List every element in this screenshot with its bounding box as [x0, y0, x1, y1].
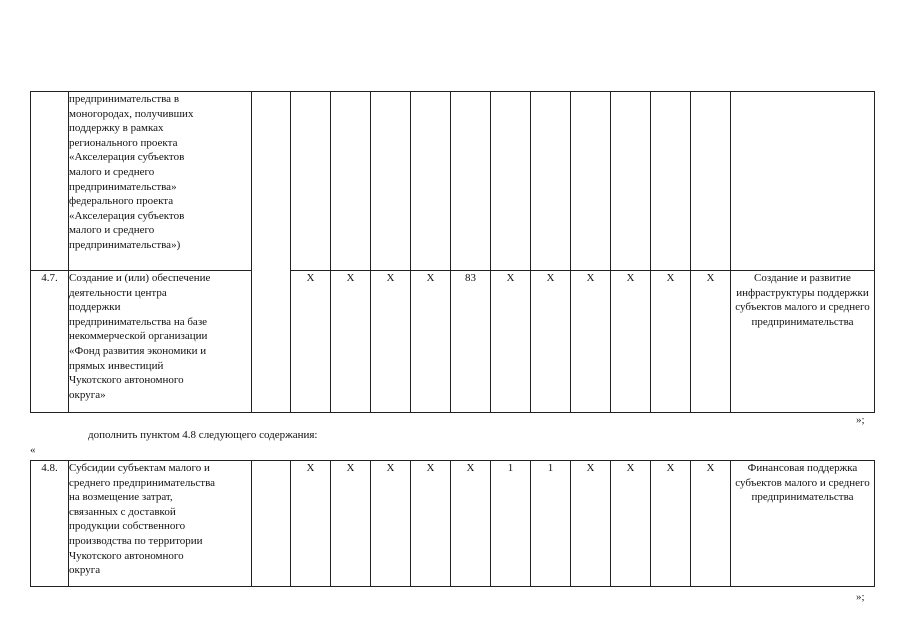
- mark-cell: X: [571, 271, 611, 413]
- row-number: 4.7.: [31, 271, 69, 413]
- name-line: продукции собственного: [69, 520, 186, 533]
- mark-cell: [691, 92, 731, 271]
- name-line: предпринимательства в: [69, 93, 180, 105]
- result-cell: [731, 92, 875, 271]
- mark-cell: X: [691, 461, 731, 587]
- table-row-4-7: [31, 271, 875, 413]
- mark-cell: X: [691, 271, 731, 413]
- name-line: поддержку в рамках: [69, 122, 164, 135]
- mark-cell: X: [571, 461, 611, 587]
- mark-cell: [411, 92, 451, 271]
- name-line: среднего предпринимательства: [69, 476, 216, 489]
- name-line: Чукотского автономного: [69, 549, 184, 562]
- mark-cell: [611, 92, 651, 271]
- mark-cell: X: [331, 271, 371, 413]
- table-row-continued: [31, 92, 875, 271]
- mark-cell: [252, 92, 291, 413]
- amendment-instruction: дополнить пунктом 4.8 следующего содержания:: [88, 429, 318, 441]
- name-line: Субсидии субъектам малого и: [69, 462, 210, 474]
- name-line: предпринимательства»: [69, 180, 177, 193]
- name-line: «Фонд развития экономики и: [69, 344, 207, 357]
- mark-cell: X: [291, 461, 331, 587]
- mark-cell: [252, 461, 291, 587]
- mark-cell: X: [371, 271, 411, 413]
- row-number: 4.8.: [31, 461, 69, 587]
- mark-cell: X: [491, 271, 531, 413]
- mark-cell: X: [291, 271, 331, 413]
- mark-cell: X: [331, 461, 371, 587]
- row-name-cell: [69, 271, 252, 413]
- row-number: [31, 92, 69, 271]
- name-line: связанных с доставкой: [69, 505, 176, 518]
- name-line: некоммерческой организации: [69, 330, 208, 343]
- mark-cell: [531, 92, 571, 271]
- name-line: «Акселерация субъектов: [69, 209, 185, 222]
- mark-cell: [651, 92, 691, 271]
- name-line: малого и среднего: [69, 165, 155, 178]
- mark-cell: [331, 92, 371, 271]
- result-cell: Финансовая поддержка субъектов малого и среднего предпринимательства: [731, 461, 875, 587]
- mark-cell: X: [451, 461, 491, 587]
- table-row-4-8: [31, 461, 875, 587]
- mark-cell: X: [611, 271, 651, 413]
- program-table-part2: [30, 460, 875, 587]
- mark-cell: X: [531, 271, 571, 413]
- name-line: производства по территории: [69, 534, 203, 547]
- mark-cell: X: [651, 271, 691, 413]
- mark-cell: 1: [491, 461, 531, 587]
- name-line: федерального проекта: [69, 195, 174, 208]
- mark-cell: 1: [531, 461, 571, 587]
- mark-cell: X: [651, 461, 691, 587]
- closing-quote: »;: [856, 414, 865, 426]
- name-line: предпринимательства»): [69, 238, 181, 251]
- name-line: регионального проекта: [69, 136, 178, 149]
- row-name-cell: [69, 461, 252, 587]
- opening-quote: «: [30, 444, 36, 456]
- mark-cell: [571, 92, 611, 271]
- name-line: округа: [69, 564, 101, 577]
- name-line: Чукотского автономного: [69, 374, 184, 387]
- result-cell: Создание и развитие инфраструктуры поддержки субъектов малого и среднего предпринимательства: [731, 271, 875, 413]
- mark-cell: X: [611, 461, 651, 587]
- mark-cell: [291, 92, 331, 271]
- name-line: деятельности центра: [69, 286, 167, 299]
- row-name-cell: [69, 92, 252, 271]
- name-line: Создание и (или) обеспечение: [69, 272, 211, 284]
- mark-cell: [451, 92, 491, 271]
- mark-cell: [491, 92, 531, 271]
- name-line: прямых инвестиций: [69, 359, 164, 372]
- program-table-part1: [30, 91, 875, 413]
- mark-cell: 83: [451, 271, 491, 413]
- mark-cell: [371, 92, 411, 271]
- mark-cell: X: [411, 271, 451, 413]
- mark-cell: X: [411, 461, 451, 587]
- name-line: предпринимательства на базе: [69, 315, 208, 328]
- name-line: на возмещение затрат,: [69, 491, 173, 504]
- name-line: «Акселерация субъектов: [69, 151, 185, 164]
- name-line: моногородах, получивших: [69, 107, 194, 120]
- name-line: округа»: [69, 388, 106, 401]
- closing-quote: »;: [856, 591, 865, 603]
- name-line: поддержки: [69, 301, 121, 314]
- name-line: малого и среднего: [69, 224, 155, 237]
- mark-cell: X: [371, 461, 411, 587]
